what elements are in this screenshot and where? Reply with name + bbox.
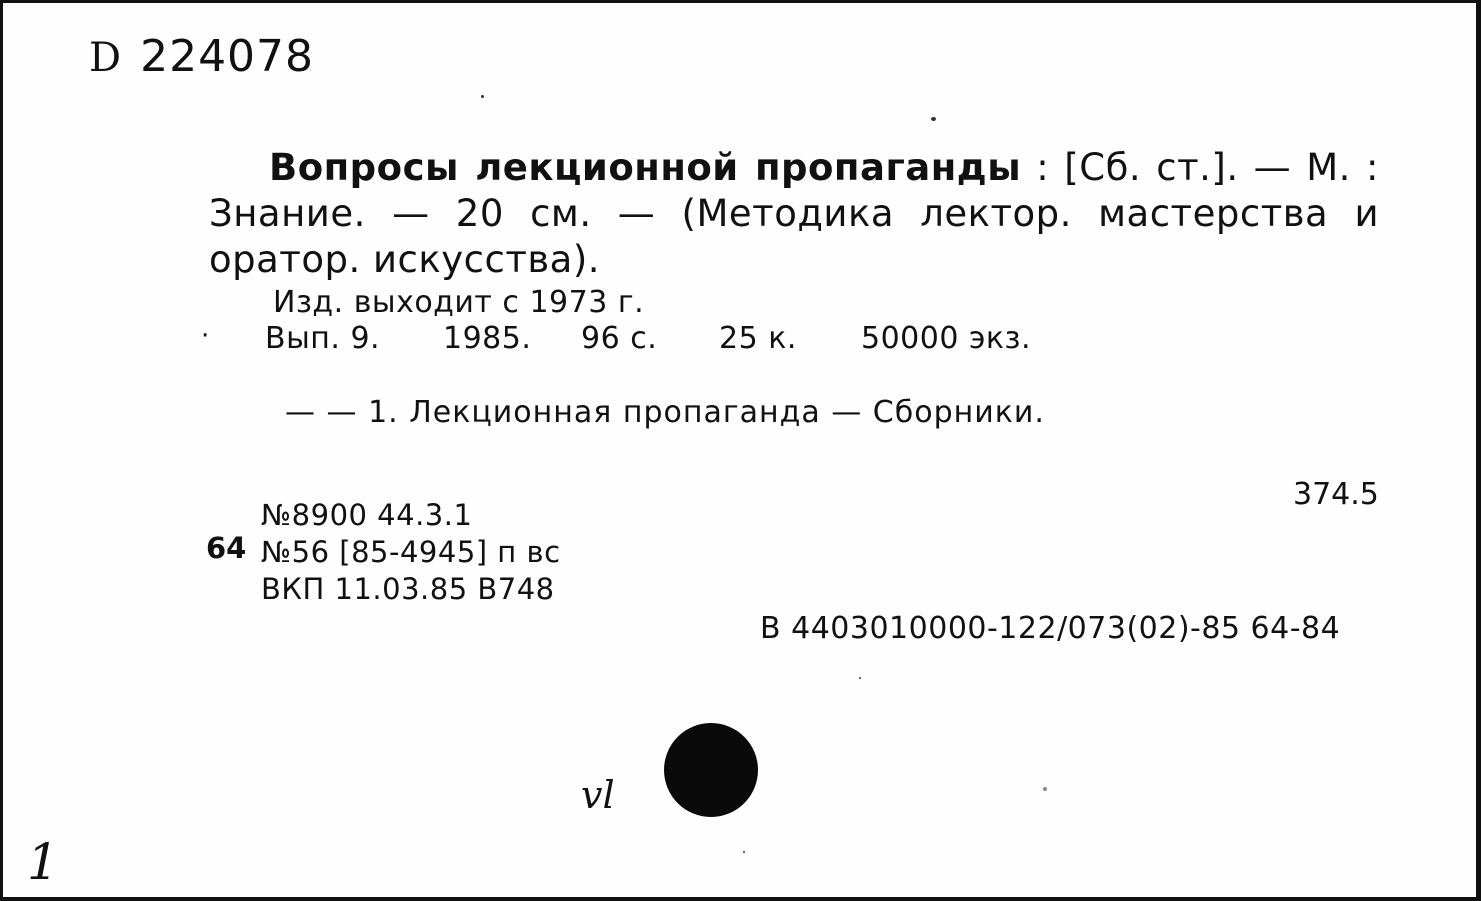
speck <box>931 117 936 121</box>
speck <box>1043 787 1047 791</box>
issue-number: Вып. 9. <box>265 321 381 356</box>
speck <box>859 677 861 679</box>
accession-number <box>89 31 314 82</box>
issue-year: 1985. <box>443 321 532 356</box>
copy-count: 64 <box>206 531 247 565</box>
classification-number: 374.5 <box>1293 477 1379 512</box>
library-notes: №8900 44.3.1 №56 [85-4945] п вс ВКП 11.03.85 В748 <box>261 498 561 606</box>
speck <box>743 851 745 853</box>
bibliographic-description <box>209 145 1379 283</box>
handwritten-mark: vl <box>581 773 615 817</box>
issue-price: 25 к. <box>719 321 797 356</box>
accession-digits: 224078 <box>140 31 315 82</box>
description-rest: : [Сб. ст.]. — М. : Знание. — 20 см. — (Методика лектор. мастерства и оратор. искусства). <box>209 146 1379 281</box>
publication-note: Изд. выходит с 1973 г. <box>273 285 645 320</box>
issue-bullet: · <box>201 321 210 351</box>
punched-dot-icon <box>664 723 758 817</box>
corner-handwritten-mark: 1 <box>27 833 59 891</box>
subject-heading: — — 1. Лекционная пропаганда — Сборники. <box>285 395 1045 430</box>
catalog-code: В 4403010000-122/073(02)-85 64-84 <box>760 611 1341 646</box>
book-title: Вопросы лекционной пропаганды <box>269 146 1022 189</box>
issue-pages: 96 с. <box>581 321 658 356</box>
accession-prefix: D <box>89 35 123 81</box>
issue-copies: 50000 экз. <box>861 321 1032 356</box>
issue-line <box>265 321 1031 356</box>
speck <box>481 95 484 98</box>
